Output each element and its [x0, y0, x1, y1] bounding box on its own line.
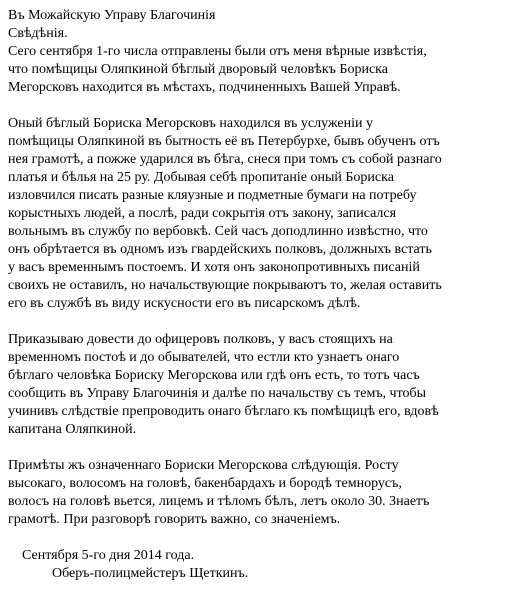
paragraph-line: грамотѣ. При разговорѣ говорить важно, со значеніемъ.	[8, 512, 341, 527]
signature-line: Оберъ-полицмейстеръ Щеткинъ.	[52, 566, 249, 581]
paragraph-line: Приказываю довести до офицеровъ полковъ, у васъ стоящихъ на	[8, 332, 393, 347]
paragraph-line: у васъ временнымъ постоемъ. И хотя онъ законопротивныхъ писаній	[8, 260, 420, 275]
date-line: Сентября 5-го дня 2014 года.	[22, 548, 195, 563]
paragraph-line: нея грамотѣ, а пожже ударился въ бѣга, снеся при томъ съ собой разнаго	[8, 152, 442, 167]
paragraph-line: его въ службѣ въ виду искусности его въ писарскомъ дѣлѣ.	[8, 296, 361, 311]
paragraph-line: бѣглаго человѣка Бориску Мегорскова или гдѣ онъ есть, то тотъ часъ	[8, 368, 420, 383]
paragraph-line: платья и бѣлья на 25 ру. Добывая себѣ пропитаніе оный Бориска	[8, 170, 394, 185]
paragraph-line: онъ обрѣтается въ одномъ изъ гвардейскихъ полковъ, должныхъ встать	[8, 242, 432, 257]
paragraph-line: Оный бѣглый Бориска Мегорсковъ находился въ услуженіи у	[8, 116, 373, 131]
paragraph-line: Примѣты жъ означеннаго Бориски Мегорскова слѣдующія. Росту	[8, 458, 399, 473]
paragraph-line: своихъ не оставилъ, но начальствующие покрываютъ то, желая оставить	[8, 278, 442, 293]
paragraph-line: помѣщицы Оляпкиной въ бытность её въ Петербурхе, бывъ обученъ отъ	[8, 134, 440, 149]
paragraph-line: Сего сентября 1-го числа отправлены были отъ меня вѣрные извѣстія,	[8, 44, 427, 59]
paragraph-line: вольнымъ въ службу по вербовкѣ. Сей часъ доподлинно извѣстно, что	[8, 224, 428, 239]
paragraph-line: временномъ постоѣ и до обывателей, что естли кто узнаетъ онаго	[8, 350, 400, 365]
paragraph-line: высокаго, волосомъ на головѣ, бакенбардахъ и бородѣ темнорусъ,	[8, 476, 402, 491]
paragraph-line: сообщить въ Управу Благочинія и далѣе по начальству съ темъ, чтобы	[8, 386, 427, 401]
paragraph-line: что помѣщицы Оляпкиной бѣглый дворовый человѣкъ Бориска	[8, 62, 388, 77]
paragraph-line: изловчился писать разные кляузные и подметные бумаги на потребу	[8, 188, 417, 203]
paragraph-line: корыстныхъ людей, а послѣ, ради сокрытія отъ закону, записался	[8, 206, 397, 221]
paragraph-line: учинивъ слѣдствіе препроводить онаго бѣглаго къ помѣщицѣ его, вдовѣ	[8, 404, 439, 419]
paragraph-line: волосъ на головѣ вьется, лицемъ и тѣломъ бѣлъ, летъ около 30. Знаетъ	[8, 494, 430, 509]
address-line: Въ Можайскую Управу Благочинія	[8, 8, 216, 23]
document-heading: Свѣдѣнія.	[8, 26, 68, 41]
paragraph-line: Мегорсковъ находится въ мѣстахъ, подчиненныхъ Вашей Управѣ.	[8, 80, 401, 95]
paragraph-line: капитана Оляпкиной.	[8, 422, 137, 437]
